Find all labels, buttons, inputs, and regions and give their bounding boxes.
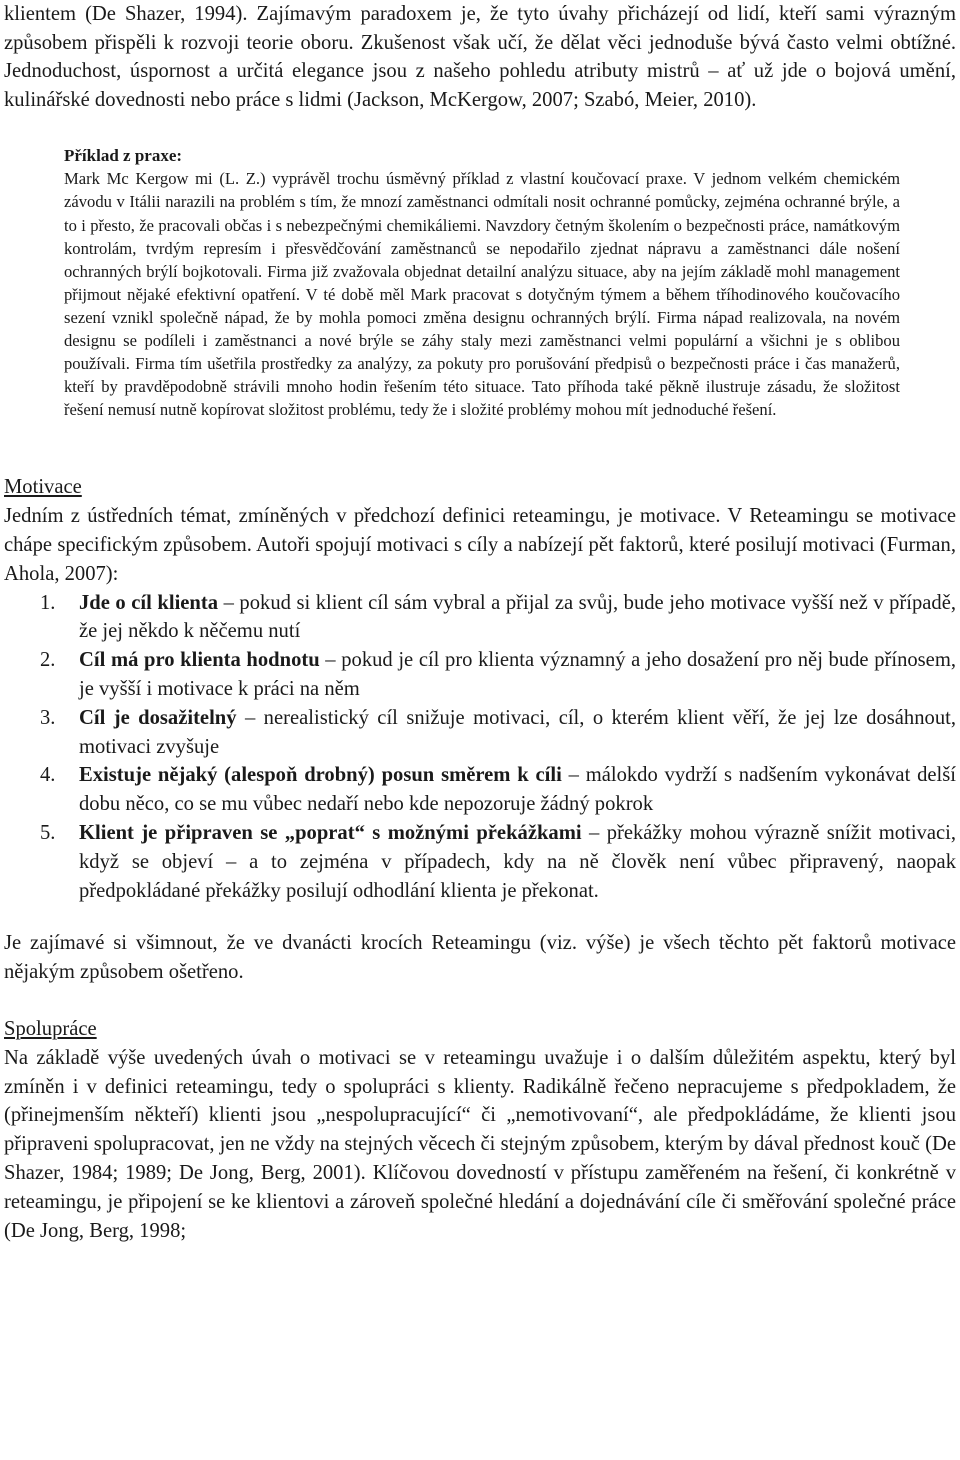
list-item xyxy=(4,761,956,819)
list-item xyxy=(4,819,956,905)
example-text: Mark Mc Kergow mi (L. Z.) vyprávěl trochu úsměvný příklad z vlastní koučovací praxe. V jednom velkém chemickém závodu v Itálii narazili na problém s tím, že mnozí zaměstnanci odmítali nosit ochranné pomůcky, zejména ochranné brýle, a to i přesto, že pracovali občas i s nebezpečnými chemikáliemi. Navzdory četným školením o bezpečnosti práce, namátkovým kontrolám, tvrdým represím i přesvědčování zaměstnanců se nepodařilo zjednat nápravu a zaměstnanci dále nošení ochranných brýlí bojkotovali. Firma již zvažovala objednat detailní analýzu situace, aby na jejím základě mohl management přijmout nějaké efektivní opatření. V té době měl Mark pracovat s dotyčným týmem a během tříhodinového koučovacího sezení vznikl společně nápad, že by mohla pomoci změna designu ochranných brýlí. Firma nápad realizovala, na novém designu se podíleli i zaměstnanci a nové brýle se záhy staly mezi zaměstnanci velmi populární a všichni je s oblibou používali. Firma tím ušetřila prostředky za analýzy, za pokuty pro porušování předpisů o bezpečnosti práce i čas manažerů, kteří by pravděpodobně strávili mnoho hodin řešením této situace. Tato příhoda také pěkně ilustruje zásadu, že složitost řešení nemusí nutně kopírovat složitost problému, tedy že i složité problémy mohou mít jednoduché řešení. xyxy=(64,169,900,420)
list-number: 2. xyxy=(40,649,56,672)
motivace-closing: Je zajímavé si všimnout, že ve dvanácti krocích Reteamingu (viz. výše) je všech těchto pět faktorů motivace nějakým způsobem ošetřeno. xyxy=(4,932,956,984)
factor-title: Existuje nějaký (alespoň drobný) posun směrem k cíli xyxy=(79,764,562,787)
section-heading-motivace: Motivace xyxy=(4,476,82,499)
factor-title: Klient je připraven se „poprat“ s možnými překážkami xyxy=(79,821,582,844)
list-item xyxy=(4,704,956,762)
document-page xyxy=(4,0,956,1245)
list-number: 1. xyxy=(40,591,56,614)
factor-list xyxy=(4,589,956,906)
list-number: 4. xyxy=(40,764,56,787)
factor-description: – málokdo vydrží s nadšením vykonávat delší dobu něco, co se mu vůbec nedaří nebo kde nepozoruje žádný pokrok xyxy=(79,764,956,816)
spoluprace-text: Na základě výše uvedených úvah o motivaci se v reteamingu uvažuje i o dalším důležitém aspektu, který byl zmíněn i v definici reteamingu, tedy o spolupráci s klienty. Radikálně řečeno nepracujeme s předpokladem, že (přinejmenším někteří) klienti jsou „nespolupracující“ či „nemotivovaní“, ale předpokládáme, že klienti jsou připraveni spolupracovat, jen ne vždy na stejných věcech či stejným způsobem, kterým by dával přednost kouč (De Shazer, 1984; 1989; De Jong, Berg, 2001). Klíčovou dovedností v přístupu zaměřeném na řešení, či konkrétně v reteamingu, je připojení se ke klientovi a zároveň společné hledání a dojednávání cíle či směřování společné práce (De Jong, Berg, 1998; xyxy=(4,1046,956,1242)
example-heading: Příklad z praxe: xyxy=(64,146,183,166)
factor-description: – pokud si klient cíl sám vybral a přijal za svůj, bude jeho motivace vyšší než v případě, že jej někdo k něčemu nutí xyxy=(79,591,956,643)
motivace-intro: Jedním z ústředních témat, zmíněných v předchozí definici reteamingu, je motivace. V Reteamingu se motivace chápe specifickým způsobem. Autoři spojují motivaci s cíly a nabízejí pět faktorů, které posilují motivaci (Furman, Ahola, 2007): xyxy=(4,505,956,585)
section-heading-spoluprace: Spolupráce xyxy=(4,1017,97,1040)
factor-description: – překážky mohou výrazně snížit motivaci, když se objeví – a to zejména v případech, kdy na ně člověk není vůbec připravený, naopak předpokládané překážky posilují odhodlání klienta je překonat. xyxy=(79,821,956,902)
practice-example xyxy=(4,144,900,421)
factor-title: Jde o cíl klienta xyxy=(79,591,219,614)
list-item xyxy=(4,646,956,704)
factor-title: Cíl je dosažitelný xyxy=(79,706,237,729)
spacer xyxy=(4,905,956,929)
factor-description: – nerealistický cíl snižuje motivaci, cíl, o kterém klient věří, že jej lze dosáhnout, motivaci zvyšuje xyxy=(79,706,956,758)
factor-description: – pokud je cíl pro klienta významný a jeho dosažení pro něj bude přínosem, je vyšší i motivace k práci na něm xyxy=(79,649,956,700)
list-item xyxy=(4,589,956,647)
intro-paragraph: klientem (De Shazer, 1994). Zajímavým paradoxem je, že tyto úvahy přicházejí od lidí, kteří sami výrazným způsobem přispěli k rozvoji teorie oboru. Zkušenost však učí, že dělat věci jednoduše bývá často velmi obtížné. Jednoduchost, úspornost a určitá elegance jsou z našeho pohledu atributy mistrů – ať už jde o bojová umění, kulinářské dovednosti nebo práce s lidmi (Jackson, McKergow, 2007; Szabó, Meier, 2010). xyxy=(4,3,956,111)
factor-title: Cíl má pro klienta hodnotu xyxy=(79,649,320,672)
list-number: 5. xyxy=(40,821,56,844)
list-number: 3. xyxy=(40,706,56,729)
